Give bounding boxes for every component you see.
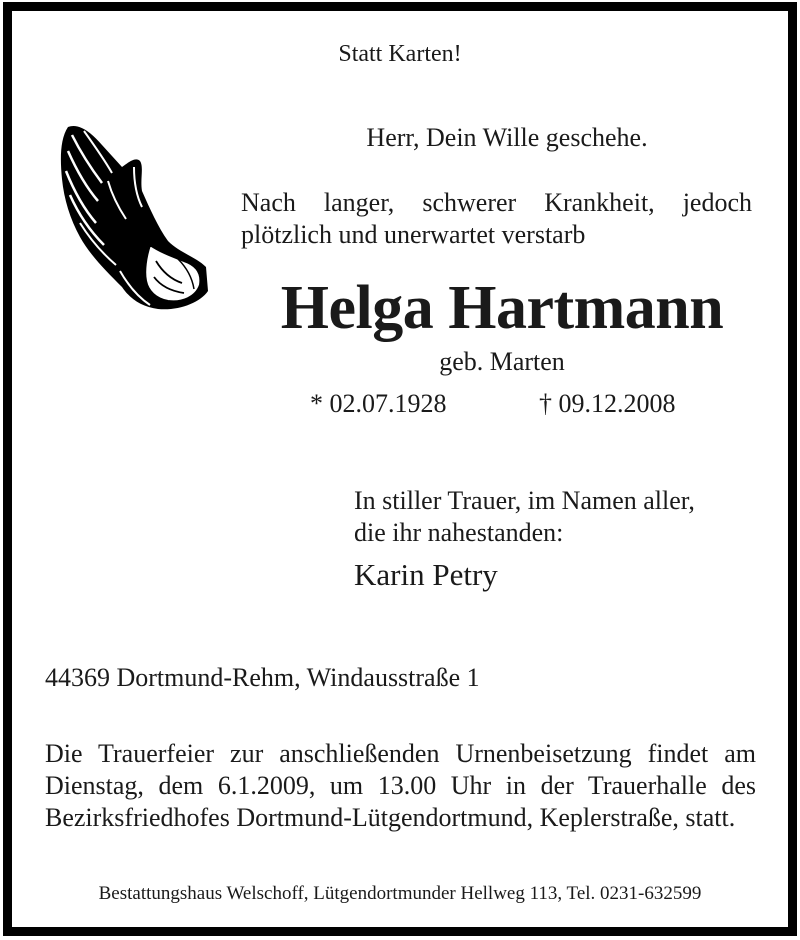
death-date: † 09.12.2008 <box>539 389 676 418</box>
ceremony-text: Die Trauerfeier zur anschließenden Urnenbeisetzung findet am Dienstag, dem 6.1.2009, um 13.00 Uhr in der Trauerhalle des Bezirksfriedhofes Dortmund-Lütgendortmund, Keplerstraße, statt. <box>45 739 756 832</box>
statt-karten-heading: Statt Karten! <box>338 41 462 67</box>
intro-text: Nach langer, schwerer Krankheit, jedoch plötzlich und unerwartet verstarb <box>241 188 752 249</box>
motto-text: Herr, Dein Wille geschehe. <box>366 123 648 152</box>
birth-date: * 02.07.1928 <box>310 389 447 418</box>
maiden-name: geb. Marten <box>439 347 565 376</box>
funeral-home-text: Bestattungshaus Welschoff, Lütgendortmunder Hellweg 113, Tel. 0231-632599 <box>98 883 702 904</box>
mourner-name: Karin Petry <box>354 557 498 592</box>
address-text: 44369 Dortmund-Rehm, Windausstraße 1 <box>45 663 480 692</box>
deceased-name: Helga Hartmann <box>280 274 724 342</box>
mourning-text: In stiller Trauer, im Namen aller, die ihr nahestanden: <box>354 486 695 547</box>
praying-hands-icon <box>50 121 210 316</box>
obituary-notice <box>3 2 797 936</box>
